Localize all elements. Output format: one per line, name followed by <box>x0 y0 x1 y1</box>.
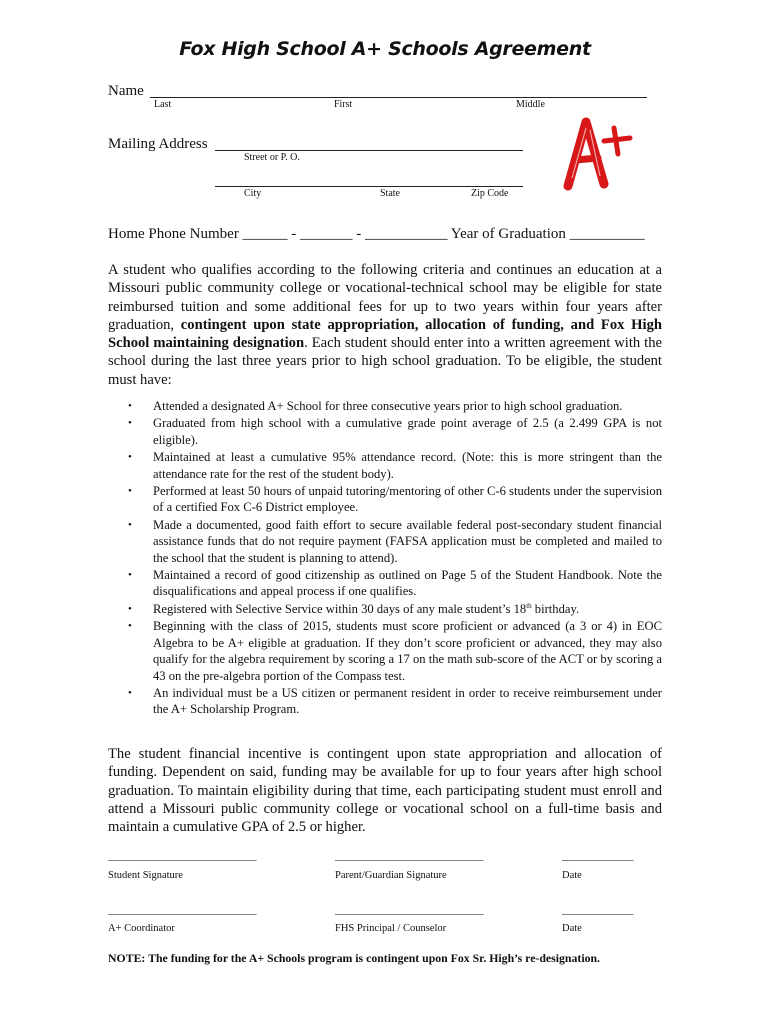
zip-sublabel: Zip Code <box>471 188 509 199</box>
intro-paragraph: A student who qualifies according to the following criteria and continues an education at a Missouri public community college or vocational-technical school may be eligible for state reimbursed tuition and some additional fees for up to two years within four years after graduation, contingent upon state appropriation, allocation of funding, and Fox High School maintaining designation. Each student should enter into a written agreement with the school during the last three years prior to high school graduation. To be eligible, the student must have: <box>108 262 662 388</box>
list-item: • Performed at least 50 hours of unpaid tutoring/mentoring of other C-6 students under the supervision of a certified Fox C-6 District employee. <box>128 483 662 515</box>
list-item: • Made a documented, good faith effort to secure available federal post-secondary student financial assistance funds that do not require payment (FAFSA application must be completed and mailed to the school that the student is planning to attend). <box>128 517 662 565</box>
parent-signature-line[interactable]: ___________________________ <box>335 850 484 862</box>
phone-graduation-row[interactable]: Home Phone Number ______ - _______ - ___________ Year of Graduation __________ <box>108 226 645 242</box>
student-signature-line[interactable]: ___________________________ <box>108 850 257 862</box>
city-state-zip-input-line[interactable] <box>215 186 523 187</box>
a-plus-logo-icon <box>556 108 652 196</box>
name-sublabel-middle: Middle <box>516 99 545 110</box>
coordinator-signature-line[interactable]: ___________________________ <box>108 904 257 916</box>
coordinator-label: A+ Coordinator <box>108 923 175 934</box>
criteria-list <box>128 398 662 719</box>
date-line-2[interactable]: _____________ <box>562 904 634 916</box>
funding-note: NOTE: The funding for the A+ Schools program is contingent upon Fox Sr. High’s re-designation. <box>108 951 601 965</box>
intro-bold-condition: contingent upon state appropriation, allocation of funding, and Fox High School maintaining designation <box>108 316 662 352</box>
date-line-1[interactable]: _____________ <box>562 850 634 862</box>
name-sublabel-first: First <box>334 99 353 110</box>
principal-counselor-label: FHS Principal / Counselor <box>335 923 447 934</box>
state-sublabel: State <box>380 188 400 199</box>
street-input-line[interactable] <box>215 150 523 151</box>
address-label: Mailing Address <box>108 136 208 152</box>
principal-signature-line[interactable]: ___________________________ <box>335 904 484 916</box>
name-label: Name <box>108 83 144 99</box>
list-item: • Registered with Selective Service within 30 days of any male student’s 18th birthday. <box>128 601 580 616</box>
list-item: • Maintained at least a cumulative 95% attendance record. (Note: this is more stringent than the attendance rate for the rest of the student body). <box>128 450 662 481</box>
name-input-line[interactable] <box>150 97 647 98</box>
list-item: • Beginning with the class of 2015, students must score proficient or advanced (a 3 or 4) in EOC Algebra to be A+ eligible at graduation. If they don’t score proficient or advanced, they may also qualify for the algebra requirement by scoring a 17 on the math sub-score of the ACT or by scoring a 43 on the pre-algebra portion of the Compass test. <box>128 619 662 683</box>
date-label-2: Date <box>562 923 582 934</box>
city-sublabel: City <box>244 188 262 199</box>
student-signature-label: Student Signature <box>108 870 183 881</box>
closing-paragraph: The student financial incentive is contingent upon state appropriation and allocation of funding. Dependent on said, funding may be available for up to four years after high school graduation. To maintain eligibility during that time, each participating student must enroll and attend a Missouri public community college or vocational school on a full-time basis and maintain a cumulative GPA of 2.5 or higher. <box>108 746 662 836</box>
list-item: • An individual must be a US citizen or permanent resident in order to receive reimbursement under the A+ Scholarship Program. <box>128 685 662 717</box>
date-label-1: Date <box>562 870 582 881</box>
street-sublabel: Street or P. O. <box>244 152 300 163</box>
parent-signature-label: Parent/Guardian Signature <box>335 870 447 881</box>
name-sublabel-last: Last <box>154 99 172 110</box>
page-title: Fox High School A+ Schools Agreement <box>179 38 591 60</box>
list-item: • Maintained a record of good citizenship as outlined on Page 5 of the Student Handbook. Note the disqualifications and appeal process if one qualifies. <box>128 567 662 599</box>
list-item: • Graduated from high school with a cumulative grade point average of 2.5 (a 2.499 GPA is not eligible). <box>128 416 662 447</box>
list-item: • Attended a designated A+ School for three consecutive years prior to high school graduation. <box>128 399 623 413</box>
